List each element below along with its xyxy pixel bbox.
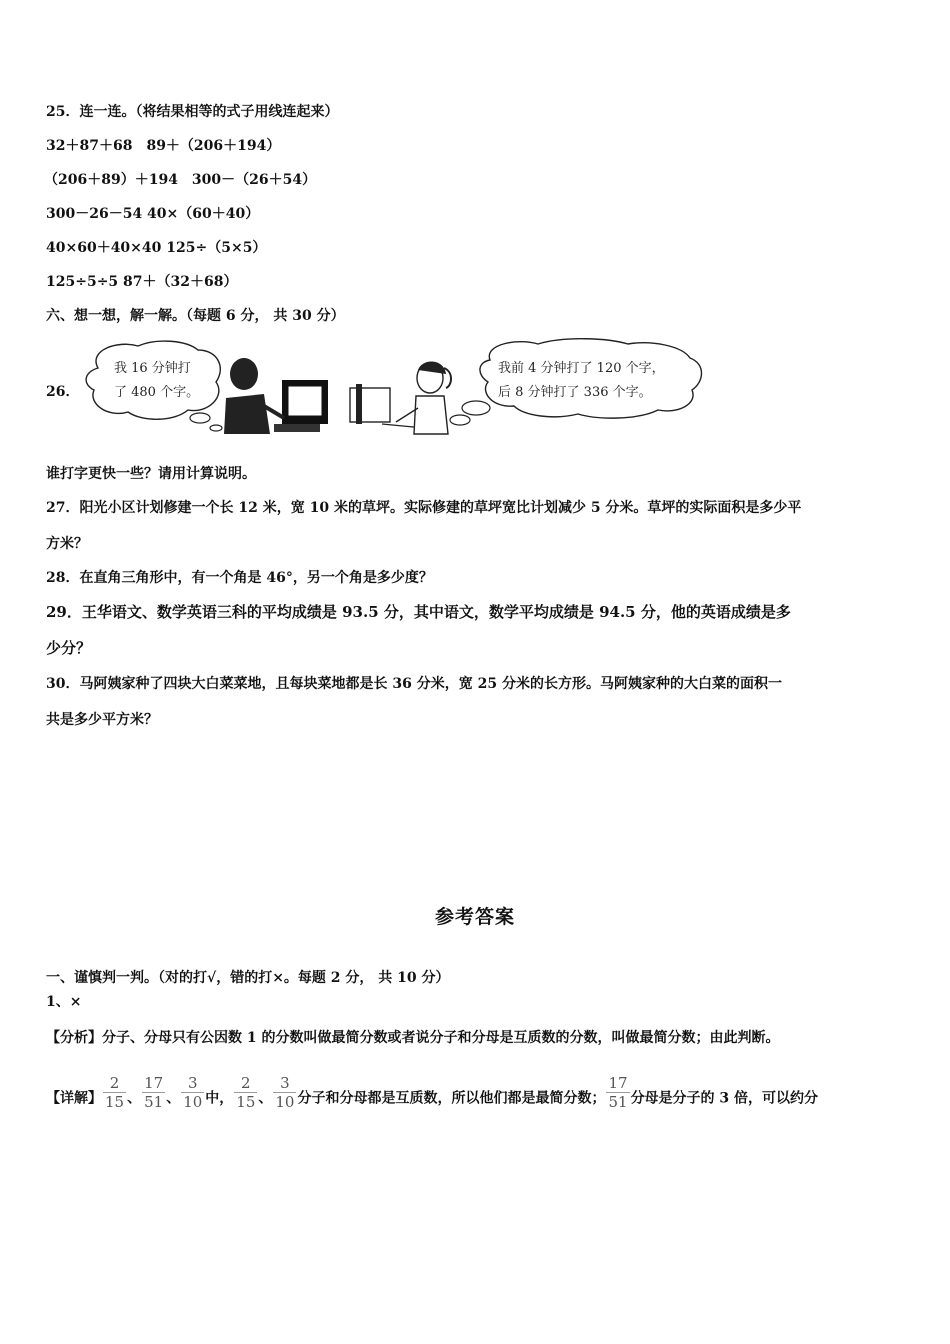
fraction: $\frac{17}{51}$ [144, 1074, 164, 1111]
fraction: $\frac{3}{10}$ [275, 1074, 295, 1111]
typing-illustration [78, 338, 728, 438]
right-bubble-line-1: 我前 4 分钟打了 120 个字， [498, 361, 665, 376]
q25-row-3: 300－26－54 40×（60＋40） [46, 206, 260, 222]
q25-row-4: 40×60＋40×40 125÷（5×5） [46, 240, 267, 256]
q30-line-2: 共是多少平方米？ [46, 712, 158, 728]
answer-item-1: 1、× [46, 994, 82, 1010]
fraction: $\frac{2}{15}$ [105, 1074, 125, 1111]
q25-heading: 25．连一连。（将结果相等的式子用线连起来） [46, 104, 339, 120]
q25-row-1: 32＋87＋68 89＋（206＋194） [46, 138, 281, 154]
analysis-text: 【分析】分子、分母只有公因数 1 的分数叫做最简分数或者说分子和分母是互质数的分数，叫做最简分数；由此判断。 [46, 1030, 780, 1046]
section-6-heading: 六、想一想，解一解。（每题 6 分， 共 30 分） [46, 308, 345, 324]
q25-row-2: （206＋89）＋194 300－（26＋54） [44, 172, 317, 188]
q27-line-1: 27．阳光小区计划修建一个长 12 米，宽 10 米的草坪。实际修建的草坪宽比计划减少 5 分米。草坪的实际面积是多少平 [46, 500, 802, 516]
detail-text-2: 分母是分子的 3 倍，可以约分 [630, 1090, 819, 1107]
q28: 28．在直角三角形中，有一个角是 46°，另一个角是多少度？ [46, 570, 433, 586]
q27-line-2: 方米？ [46, 536, 88, 552]
q30-line-1: 30．马阿姨家种了四块大白菜菜地，且每块菜地都是长 36 分米，宽 25 分米的长方形。马阿姨家种的大白菜的面积一 [46, 676, 782, 692]
right-speech-bubble [450, 339, 702, 425]
boy-at-computer-image [224, 358, 328, 434]
q29-line-2: 少分？ [46, 639, 92, 657]
fraction: $\frac{3}{10}$ [183, 1074, 203, 1111]
left-bubble-line-1: 我 16 分钟打 [114, 361, 191, 376]
q29-line-1: 29．王华语文、数学英语三科的平均成绩是 93.5 分，其中语文，数学平均成绩是 94.5 分，他的英语成绩是多 [46, 603, 791, 621]
left-bubble-line-2: 了 480 个字。 [114, 385, 200, 400]
right-bubble-line-2: 后 8 分钟打了 336 个字。 [498, 385, 652, 400]
q26-number: 26． [46, 384, 80, 400]
girl-at-computer-image [350, 361, 451, 434]
detail-text-1: 分子和分母都是互质数，所以他们都是最简分数； [297, 1090, 606, 1107]
q25-row-5: 125÷5÷5 87＋（32＋68） [46, 274, 238, 290]
answers-section-1: 一、谨慎判一判。（对的打√，错的打×。每题 2 分， 共 10 分） [46, 970, 450, 986]
q26-question: 谁打字更快一些？请用计算说明。 [46, 466, 256, 482]
fraction: $\frac{2}{15}$ [236, 1074, 256, 1111]
answers-title: 参考答案 [434, 906, 515, 928]
fraction: $\frac{17}{51}$ [608, 1074, 628, 1111]
left-speech-bubble [86, 341, 222, 431]
detail-label: 【详解】 [46, 1090, 102, 1107]
detail-line: 【详解】 $\frac{2}{15}$ 、 $\frac{17}{51}$ 、 $\frac{3}{10}$ 中， $\frac{2}{15}$ 、 $\frac{3}{10}$ 分子和分母都是互质数，所以他们都是最简分数； $\frac{17}{51}$ 分母是分子的 3 倍，可以约分 [46, 1074, 819, 1111]
